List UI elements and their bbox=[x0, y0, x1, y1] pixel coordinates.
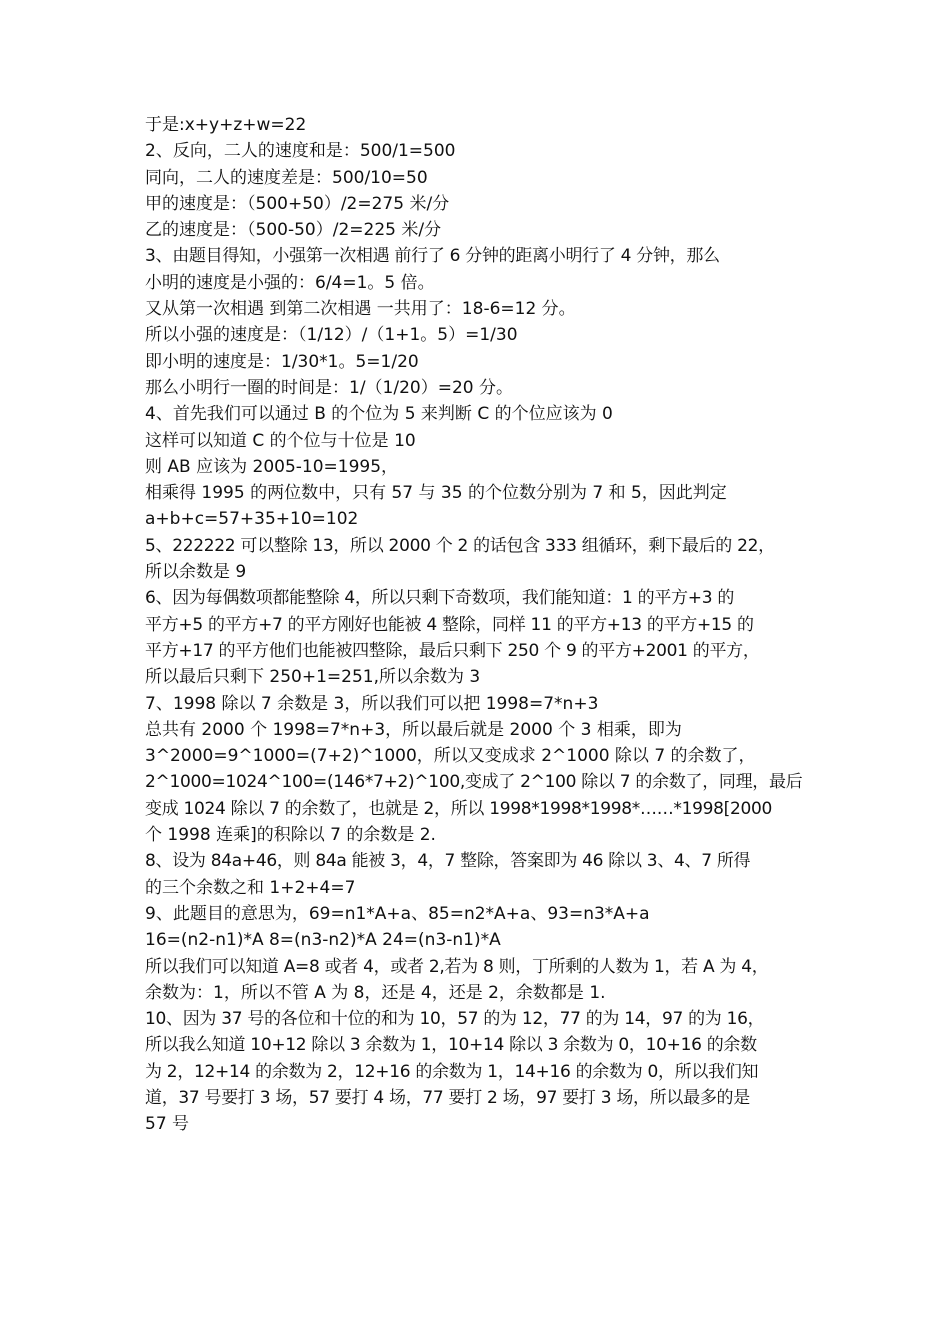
text-line: 2^1000=1024^100=(146*7+2)^100,变成了 2^100 除以 7 的余数了，同理，最后 bbox=[145, 772, 803, 793]
text-line: 为 2，12+14 的余数为 2，12+16 的余数为 1，14+16 的余数为 0，所以我们知 bbox=[145, 1061, 759, 1082]
text-line: 2、反向，二人的速度和是：500/1=500 bbox=[145, 141, 456, 162]
text-line: 所以最后只剩下 250+1=251,所以余数为 3 bbox=[145, 667, 481, 688]
text-line: 6、因为每偶数项都能整除 4，所以只剩下奇数项，我们能知道：1 的平方+3 的 bbox=[145, 588, 735, 609]
text-line: 这样可以知道 C 的个位与十位是 10 bbox=[145, 430, 416, 451]
text-line: 即小明的速度是：1/30*1。5=1/20 bbox=[145, 351, 419, 372]
text-line: 3、由题目得知，小强第一次相遇 前行了 6 分钟的距离小明行了 4 分钟，那么 bbox=[145, 246, 720, 267]
text-line: 余数为：1，所以不管 A 为 8，还是 4，还是 2，余数都是 1. bbox=[145, 982, 606, 1003]
text-line: 10、因为 37 号的各位和十位的和为 10，57 的为 12，77 的为 14，97 的为 16， bbox=[145, 1009, 765, 1030]
text-line: 平方+5 的平方+7 的平方刚好也能被 4 整除，同样 11 的平方+13 的平方+15 的 bbox=[145, 614, 754, 635]
text-line: 3^2000=9^1000=(7+2)^1000，所以又变成求 2^1000 除以 7 的余数了， bbox=[145, 746, 756, 767]
text-line: 总共有 2000 个 1998=7*n+3，所以最后就是 2000 个 3 相乘，即为 bbox=[145, 719, 682, 740]
solution-text bbox=[145, 112, 810, 1138]
text-line: a+b+c=57+35+10=102 bbox=[145, 509, 359, 530]
text-line: 甲的速度是：（500+50）/2=275 米/分 bbox=[145, 193, 450, 214]
text-line: 8、设为 84a+46，则 84a 能被 3，4，7 整除，答案即为 46 除以 3、4、7 所得 bbox=[145, 851, 751, 872]
text-line: 所以小强的速度是：（1/12）/（1+1。5）=1/30 bbox=[145, 325, 518, 346]
text-line: 又从第一次相遇 到第二次相遇 一共用了：18-6=12 分。 bbox=[145, 299, 576, 320]
text-line: 7、1998 除以 7 余数是 3，所以我们可以把 1998=7*n+3 bbox=[145, 693, 599, 714]
text-line: 4、首先我们可以通过 B 的个位为 5 来判断 C 的个位应该为 0 bbox=[145, 404, 613, 425]
text-line: 平方+17 的平方他们也能被四整除，最后只剩下 250 个 9 的平方+2001 的平方， bbox=[145, 640, 760, 661]
text-line: 所以我们可以知道 A=8 或者 4，或者 2,若为 8 则，丁所剩的人数为 1，若 A 为 4， bbox=[145, 956, 769, 977]
text-line: 所以我么知道 10+12 除以 3 余数为 1，10+14 除以 3 余数为 0，10+16 的余数 bbox=[145, 1035, 757, 1056]
text-line: 9、此题目的意思为，69=n1*A+a、85=n2*A+a、93=n3*A+a bbox=[145, 903, 650, 924]
text-line: 相乘得 1995 的两位数中，只有 57 与 35 的个位数分别为 7 和 5，因此判定 bbox=[145, 483, 727, 504]
text-line: 所以余数是 9 bbox=[145, 562, 247, 583]
text-line: 16=(n2-n1)*A 8=(n3-n2)*A 24=(n3-n1)*A bbox=[145, 930, 501, 951]
text-line: 小明的速度是小强的：6/4=1。5 倍。 bbox=[145, 272, 435, 293]
text-line: 同向，二人的速度差是：500/10=50 bbox=[145, 167, 428, 188]
text-line: 57 号 bbox=[145, 1114, 190, 1135]
text-line: 于是:x+y+z+w=22 bbox=[145, 115, 307, 135]
text-line: 那么小明行一圈的时间是：1/（1/20）=20 分。 bbox=[145, 377, 513, 398]
text-line: 变成 1024 除以 7 的余数了，也就是 2，所以 1998*1998*1998*……*1998[2000 bbox=[145, 798, 773, 819]
text-line: 个 1998 连乘]的积除以 7 的余数是 2. bbox=[145, 825, 436, 846]
text-line: 的三个余数之和 1+2+4=7 bbox=[145, 877, 356, 898]
text-line: 乙的速度是：（500-50）/2=225 米/分 bbox=[145, 220, 442, 241]
text-line: 道，37 号要打 3 场，57 要打 4 场，77 要打 2 场，97 要打 3 场，所以最多的是 bbox=[145, 1087, 750, 1108]
text-line: 5、222222 可以整除 13，所以 2000 个 2 的话包含 333 组循环，剩下最后的 22， bbox=[145, 535, 775, 556]
text-line: 则 AB 应该为 2005-10=1995， bbox=[145, 456, 399, 477]
